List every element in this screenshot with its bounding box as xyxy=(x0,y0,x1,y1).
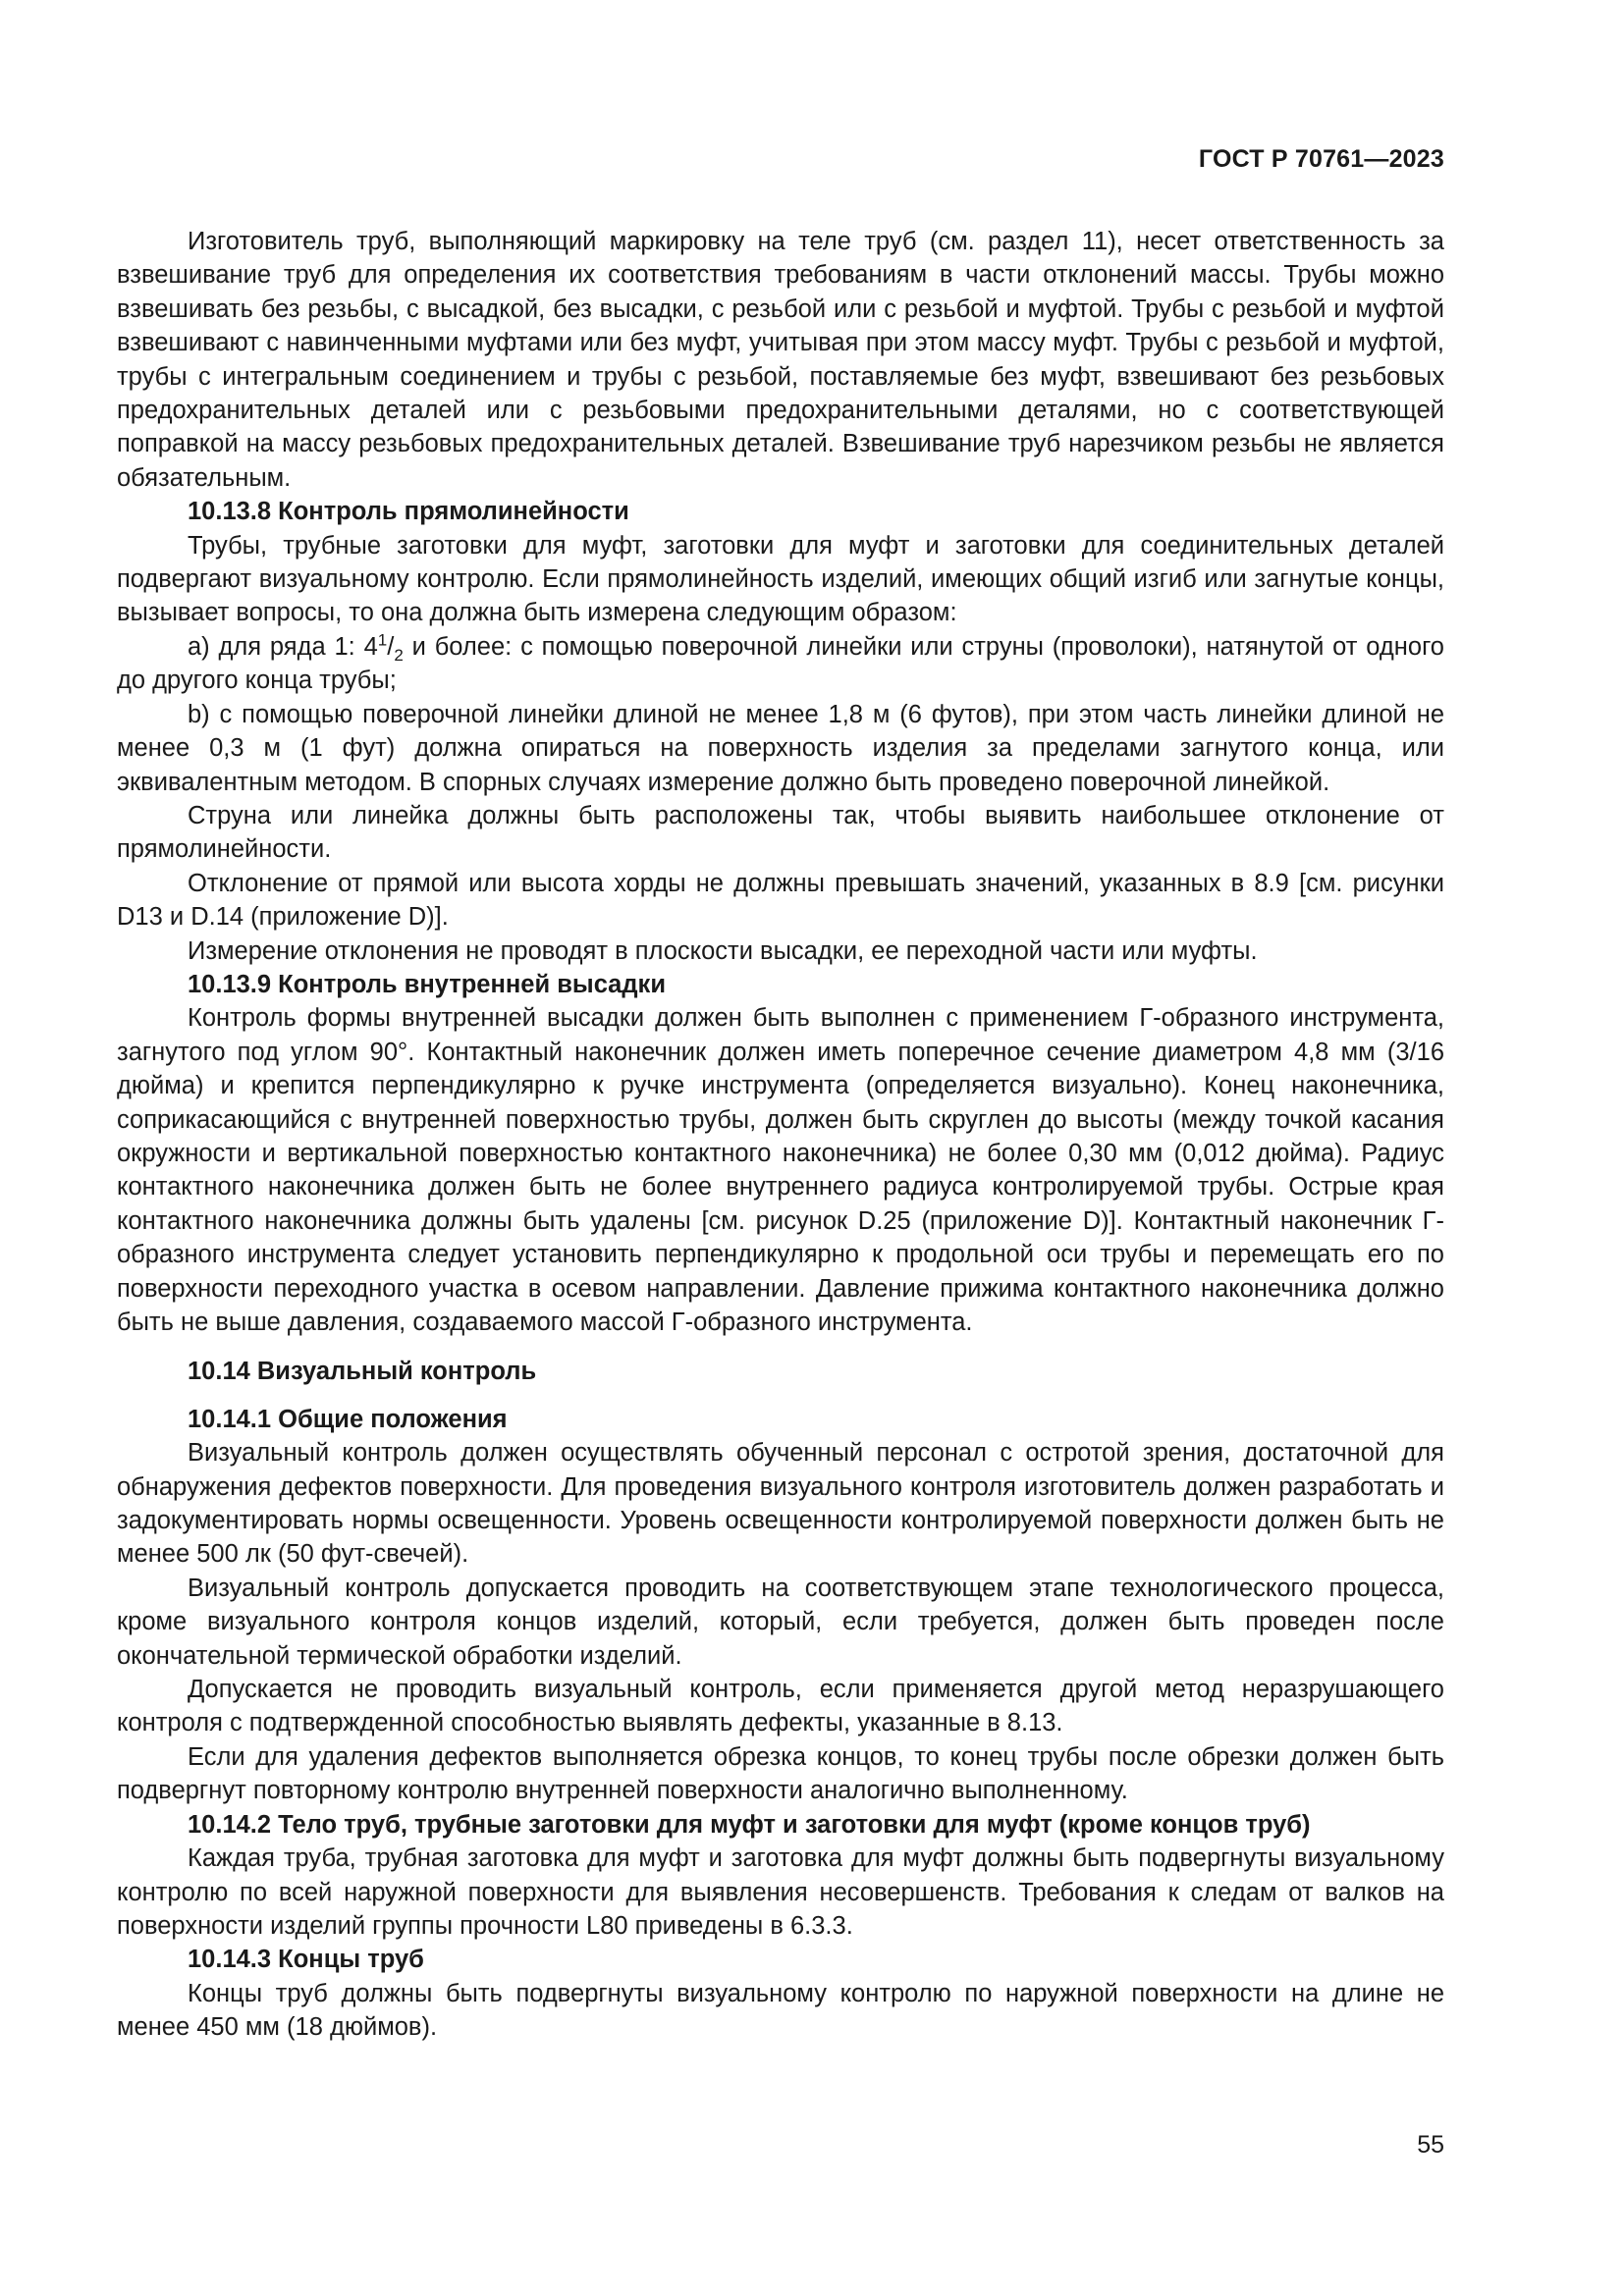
paragraph-visual-4: Если для удаления дефектов выполняется обрезка концов, то конец трубы после обрезки должен быть подвергнут повторному контролю внутренней поверхности аналогично выполненному. xyxy=(117,1742,1444,1805)
fraction-denominator: 2 xyxy=(394,645,404,665)
paragraph-straightness-2: Струна или линейка должны быть расположены так, чтобы выявить наибольшее отклонение от прямолинейности. xyxy=(117,801,1444,864)
heading-10-14-3: 10.14.3 Концы труб xyxy=(188,1946,424,1974)
heading-10-13-8: 10.13.8 Контроль прямолинейности xyxy=(188,498,629,526)
paragraph-pipe-ends: Концы труб должны быть подвергнуты визуальному контролю по наружной поверхности на длине не менее 450 мм (18 дюймов). xyxy=(117,1979,1444,2042)
paragraph-weighing: Изготовитель труб, выполняющий маркировку на теле труб (см. раздел 11), несет ответственность за взвешивание труб для определения их соответствия требованиям в части отклонений массы. Трубы можно взвешивать без резьбы, с высадкой, без высадки, с резьбой или с резьбой и муфтой. Трубы с резьбой и муфтой взвешивают с навинченными муфтами или без муфт, учитывая при этом массу муфт. Трубы с резьбой и муфтой, трубы с интегральным соединением и трубы с резьбой, поставляемые без муфт, взвешивают без резьбовых предохранительных деталей или с резьбовыми предохранительными деталями, но с соответствующей поправкой на массу резьбовых предохранительных деталей. Взвешивание труб нарезчиком резьбы не является обязательным. xyxy=(117,228,1444,492)
paragraph-internal-upset: Контроль формы внутренней высадки должен быть выполнен с применением Г-образного инструмента, загнутого под углом 90°. Контактный наконечник должен иметь поперечное сечение диаметром 4,8 мм (3/16 дюйма) и крепится перпендикулярно к ручке инструмента (определяется визуально). Конец наконечника, соприкасающийся с внутренней поверхностью трубы, должен быть скруглен до высоты (между точкой касания окружности и вертикальной поверхностью контактного наконечника) не более 0,30 мм (0,012 дюйма). Радиус контактного наконечника должен быть не более внутреннего радиуса контролируемой трубы. Острые края контактного наконечника должны быть удалены [см. рисунок D.25 (приложение D)]. Контактный наконечник Г-образного инструмента следует установить перпендикулярно к продольной оси трубы и перемещать его по поверхности переходного участка в осевом направлении. Давление прижима контактного наконечника должно быть не выше давления, создаваемого массой Г-образного инструмента. xyxy=(117,1004,1444,1336)
page-body xyxy=(117,225,1444,2045)
paragraph-straightness-3: Отклонение от прямой или высота хорды не должны превышать значений, указанных в 8.9 [см. рисунки D13 и D.14 (приложение D)]. xyxy=(117,869,1444,932)
page-number: 55 xyxy=(1417,2131,1444,2159)
paragraph-straightness-intro: Трубы, трубные заготовки для муфт, заготовки для муфт и заготовки для соединительных деталей подвергают визуальному контролю. Если прямолинейность изделий, имеющих общий изгиб или загнутые концы, вызывает вопросы, то она должна быть измерена следующим образом: xyxy=(117,531,1444,627)
list-item-a-text-post: и более: с помощью поверочной линейки или струны (проволоки), натянутой от одного до другого конца трубы; xyxy=(117,632,1444,695)
heading-10-13-9: 10.13.9 Контроль внутренней высадки xyxy=(188,970,666,998)
heading-10-14-2: 10.14.2 Тело труб, трубные заготовки для муфт и заготовки для муфт (кроме концов труб) xyxy=(188,1810,1311,1839)
fraction-slash: / xyxy=(387,632,395,661)
list-item-a-text-pre: a) для ряда 1: 4 xyxy=(188,632,378,661)
paragraph-straightness-4: Измерение отклонения не проводят в плоскости высадки, ее переходной части или муфты. xyxy=(188,936,1258,965)
heading-10-14-1: 10.14.1 Общие положения xyxy=(188,1405,508,1433)
list-item-a xyxy=(117,630,1444,698)
fraction-numerator: 1 xyxy=(377,630,388,650)
heading-10-14: 10.14 Визуальный контроль xyxy=(188,1358,537,1386)
paragraph-visual-1: Визуальный контроль должен осуществлять обученный персонал с остротой зрения, достаточной для обнаружения дефектов поверхности. Для проведения визуального контроля изготовитель должен разработать и задокументировать нормы освещенности. Уровень освещенности контролируемой поверхности должен быть не менее 500 лк (50 фут-свечей). xyxy=(117,1439,1444,1569)
standard-header: ГОСТ Р 70761—2023 xyxy=(1198,145,1444,173)
paragraph-visual-3: Допускается не проводить визуальный контроль, если применяется другой метод неразрушающего контроля с подтвержденной способностью выявлять дефекты, указанные в 8.13. xyxy=(117,1676,1444,1737)
paragraph-pipe-body: Каждая труба, трубная заготовка для муфт и заготовка для муфт должны быть подвергнуты визуальному контролю по всей наружной поверхности для выявления несовершенств. Требования к следам от валков на поверхности изделий группы прочности L80 приведены в 6.3.3. xyxy=(117,1844,1444,1940)
list-item-b: b) с помощью поверочной линейки длиной не менее 1,8 м (6 футов), при этом часть линейки длиной не менее 0,3 м (1 фут) должна опираться на поверхность изделия за пределами загнутого конца, или эквивалентным методом. В спорных случаях измерение должно быть проведено поверочной линейкой. xyxy=(117,700,1444,796)
paragraph-visual-2: Визуальный контроль допускается проводить на соответствующем этапе технологического процесса, кроме визуального контроля концов изделий, который, если требуется, должен быть проведен после окончательной термической обработки изделий. xyxy=(117,1574,1444,1670)
